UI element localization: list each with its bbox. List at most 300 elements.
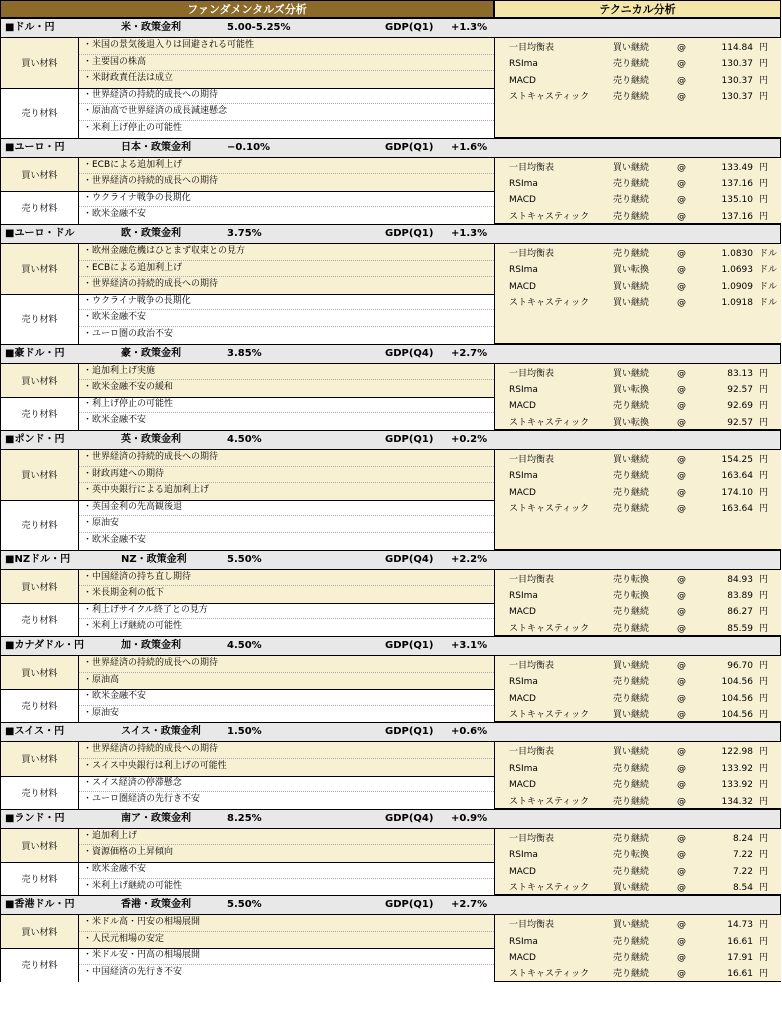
buy-factors-list	[79, 742, 495, 775]
indicator-value: 114.84	[721, 43, 753, 53]
technical-row	[495, 658, 781, 674]
technical-panel	[495, 570, 781, 635]
value-unit: 円	[759, 623, 769, 634]
value-unit: 円	[759, 780, 769, 791]
at-symbol: @	[677, 920, 686, 931]
at-symbol: @	[677, 265, 686, 276]
buy-factor-item: ・欧米金融不安の緩和	[79, 380, 494, 397]
indicator-value: 1.0693	[721, 265, 753, 276]
indicator-name: 一目均衡表	[509, 920, 555, 931]
sell-factors-list	[79, 500, 495, 550]
pair-title-row	[0, 430, 781, 450]
sell-factors-label: 売り材料	[1, 603, 79, 636]
sell-factor-item: ・原油安	[79, 706, 494, 723]
indicator-value: 85.59	[727, 623, 753, 634]
pair-body	[0, 742, 781, 808]
signal-status: 売り継続	[613, 504, 650, 515]
value-unit: 円	[759, 833, 769, 844]
signal-status: 買い継続	[613, 710, 650, 721]
at-symbol: @	[677, 574, 686, 585]
gdp-value: +1.3%	[451, 22, 488, 33]
pair-title-row	[0, 138, 781, 158]
value-unit: 円	[759, 487, 769, 498]
fundamentals-header: ファンダメンタルズ分析	[0, 0, 494, 18]
gdp-label: GDP(Q1)	[385, 899, 434, 911]
pair-name: ■NZドル・円	[5, 553, 71, 565]
value-unit: 円	[759, 661, 769, 671]
signal-status: 売り継続	[613, 952, 650, 963]
value-unit: 円	[759, 43, 769, 53]
sell-factor-item: ・ウクライナ戦争の長期化	[79, 294, 494, 311]
signal-status: 売り転換	[613, 574, 650, 585]
technical-panel	[495, 450, 781, 549]
technical-row	[495, 89, 781, 105]
pair-name: ■ユーロ・円	[5, 141, 65, 153]
buy-factors-list	[79, 915, 495, 948]
signal-status: 売り継続	[613, 763, 650, 774]
indicator-value: 104.56	[721, 677, 753, 688]
policy-rate-value: 4.50%	[227, 640, 262, 651]
signal-status: 売り継続	[613, 623, 650, 634]
policy-rate-label: 香港・政策金利	[121, 899, 191, 911]
value-unit: 円	[759, 677, 769, 688]
pair-body	[0, 656, 781, 722]
pair-name: ■豪ドル・円	[5, 347, 65, 359]
sell-factor-item: ・利上げサイクル終了との見方	[79, 603, 494, 620]
sell-factors-label: 売り材料	[1, 500, 79, 550]
value-unit: 円	[759, 401, 769, 412]
indicator-name: 一目均衡表	[509, 368, 555, 379]
technical-row	[495, 674, 781, 690]
technical-row	[495, 485, 781, 501]
indicator-name: MACD	[509, 401, 536, 412]
indicator-value: 84.93	[727, 574, 753, 585]
technical-row	[495, 366, 781, 382]
sell-factor-item: ・中国経済の先行き不安	[79, 965, 494, 982]
indicator-value: 83.89	[727, 590, 753, 601]
technical-row	[495, 572, 781, 588]
sell-factor-item: ・ユーロ圏の政治不安	[79, 327, 494, 344]
indicator-value: 174.10	[721, 487, 753, 498]
at-symbol: @	[677, 693, 686, 704]
indicator-name: MACD	[509, 487, 536, 498]
gdp-label: GDP(Q1)	[385, 434, 434, 445]
buy-factor-item: ・世界経済の持続的成長への期待	[79, 742, 494, 759]
technical-row	[495, 744, 781, 760]
buy-factors-label: 買い材料	[1, 915, 79, 948]
sell-factors-list	[79, 191, 495, 224]
value-unit: ドル	[759, 281, 778, 292]
sell-factors-list	[79, 862, 495, 895]
policy-rate-label: 加・政策金利	[121, 640, 181, 651]
technical-row	[495, 864, 781, 880]
at-symbol: @	[677, 882, 686, 893]
technical-row	[495, 452, 781, 468]
pair-title-row	[0, 224, 781, 244]
sell-factors-list	[79, 603, 495, 636]
policy-rate-value: 5.50%	[227, 553, 262, 565]
at-symbol: @	[677, 710, 686, 721]
at-symbol: @	[677, 162, 686, 173]
indicator-name: ストキャスティック	[509, 298, 590, 309]
indicator-name: ストキャスティック	[509, 969, 590, 980]
at-symbol: @	[677, 504, 686, 515]
buy-sell-divider	[1, 294, 495, 295]
technical-row	[495, 176, 781, 192]
buy-factor-item: ・世界経済の持続的成長への期待	[79, 656, 494, 673]
indicator-value: 1.0830	[721, 249, 753, 259]
indicator-value: 83.13	[727, 368, 753, 379]
gdp-value: +2.7%	[451, 899, 488, 911]
buy-sell-divider	[1, 948, 495, 949]
buy-factor-item: ・米ドル高・円安の相場展開	[79, 915, 494, 932]
technical-row	[495, 880, 781, 896]
at-symbol: @	[677, 92, 686, 103]
technical-row	[495, 966, 781, 982]
at-symbol: @	[677, 417, 686, 428]
value-unit: 円	[759, 455, 769, 465]
buy-factors-list	[79, 450, 495, 500]
indicator-value: 1.0909	[721, 281, 753, 292]
value-unit: 円	[759, 952, 769, 963]
at-symbol: @	[677, 211, 686, 222]
sell-factors-label: 売り材料	[1, 776, 79, 809]
at-symbol: @	[677, 623, 686, 634]
policy-rate-value: 3.75%	[227, 228, 262, 239]
indicator-value: 92.57	[727, 417, 753, 428]
technical-panel	[495, 244, 781, 343]
pair-body	[0, 829, 781, 895]
signal-status: 売り継続	[613, 796, 650, 807]
indicator-value: 134.32	[721, 796, 753, 807]
indicator-name: ストキャスティック	[509, 417, 590, 428]
sell-factors-label: 売り材料	[1, 88, 79, 138]
indicator-name: 一目均衡表	[509, 43, 555, 53]
signal-status: 売り転換	[613, 590, 650, 601]
technical-row	[495, 192, 781, 208]
indicator-value: 8.54	[732, 882, 753, 893]
indicator-value: 96.70	[727, 661, 753, 671]
sell-factors-list	[79, 776, 495, 809]
sell-factors-list	[79, 397, 495, 430]
technical-row	[495, 934, 781, 950]
pair-body	[0, 244, 781, 344]
sell-factor-item: ・スイス経済の停滞懸念	[79, 776, 494, 793]
gdp-value: +0.9%	[451, 812, 488, 824]
value-unit: 円	[759, 162, 769, 173]
value-unit: 円	[759, 920, 769, 931]
buy-factors-list	[79, 158, 495, 191]
buy-factor-item: ・世界経済の持続的成長への期待	[79, 450, 494, 467]
indicator-value: 163.64	[721, 504, 753, 515]
indicator-name: 一目均衡表	[509, 162, 555, 173]
technical-row	[495, 246, 781, 262]
value-unit: 円	[759, 211, 769, 222]
technical-row	[495, 295, 781, 311]
technical-panel	[495, 38, 781, 137]
buy-factor-item: ・主要国の株高	[79, 55, 494, 72]
gdp-value: +2.7%	[451, 347, 488, 359]
indicator-name: ストキャスティック	[509, 710, 590, 721]
technical-panel	[495, 656, 781, 721]
indicator-name: 一目均衡表	[509, 661, 555, 671]
buy-factor-item: ・世界経済の持続的成長への期待	[79, 174, 494, 191]
indicator-value: 8.24	[732, 833, 753, 844]
pair-title-row	[0, 636, 781, 656]
buy-factors-label: 買い材料	[1, 38, 79, 88]
policy-rate-label: 米・政策金利	[121, 22, 181, 33]
buy-factor-item: ・米財政責任法は成立	[79, 71, 494, 88]
indicator-value: 92.69	[727, 401, 753, 412]
gdp-value: +0.2%	[451, 434, 488, 445]
value-unit: ドル	[759, 265, 778, 276]
buy-factors-label: 買い材料	[1, 364, 79, 397]
value-unit: 円	[759, 607, 769, 618]
gdp-label: GDP(Q4)	[385, 812, 434, 824]
buy-factors-list	[79, 829, 495, 862]
gdp-value: +1.6%	[451, 141, 488, 153]
policy-rate-label: 日本・政策金利	[121, 141, 191, 153]
pair-body	[0, 364, 781, 430]
indicator-name: RSIma	[509, 178, 538, 189]
indicator-name: ストキャスティック	[509, 504, 590, 515]
signal-status: 買い継続	[613, 162, 650, 173]
buy-factors-list	[79, 364, 495, 397]
signal-status: 買い継続	[613, 43, 650, 53]
indicator-name: MACD	[509, 195, 536, 206]
technical-row	[495, 761, 781, 777]
at-symbol: @	[677, 780, 686, 791]
value-unit: 円	[759, 504, 769, 515]
indicator-name: MACD	[509, 75, 536, 86]
at-symbol: @	[677, 677, 686, 688]
pair-title-row	[0, 895, 781, 915]
value-unit: 円	[759, 178, 769, 189]
technical-panel	[495, 829, 781, 894]
indicator-value: 14.73	[727, 920, 753, 931]
signal-status: 買い継続	[613, 455, 650, 465]
technical-header: テクニカル分析	[494, 0, 781, 18]
buy-factors-label: 買い材料	[1, 742, 79, 775]
indicator-name: RSIma	[509, 763, 538, 774]
buy-factor-item: ・世界経済の持続的成長への期待	[79, 277, 494, 294]
buy-factor-item: ・中国経済の持ち直し期待	[79, 570, 494, 587]
at-symbol: @	[677, 936, 686, 947]
technical-row	[495, 604, 781, 620]
signal-status: 買い継続	[613, 920, 650, 931]
pair-body	[0, 450, 781, 550]
signal-status: 売り継続	[613, 178, 650, 189]
signal-status: 売り継続	[613, 195, 650, 206]
buy-factor-item: ・原油高	[79, 673, 494, 690]
buy-factor-item: ・追加利上げ	[79, 829, 494, 846]
indicator-name: RSIma	[509, 850, 538, 861]
technical-row	[495, 262, 781, 278]
policy-rate-value: 1.50%	[227, 726, 262, 738]
indicator-name: ストキャスティック	[509, 92, 590, 103]
gdp-value: +0.6%	[451, 726, 488, 738]
technical-row	[495, 279, 781, 295]
indicator-name: RSIma	[509, 936, 538, 947]
at-symbol: @	[677, 43, 686, 53]
sell-factor-item: ・米ドル安・円高の相場展開	[79, 948, 494, 965]
policy-rate-label: NZ・政策金利	[121, 553, 187, 565]
sell-factors-label: 売り材料	[1, 397, 79, 430]
indicator-name: 一目均衡表	[509, 833, 555, 844]
signal-status: 売り継続	[613, 969, 650, 980]
technical-row	[495, 398, 781, 414]
buy-sell-divider	[1, 397, 495, 398]
indicator-value: 17.91	[727, 952, 753, 963]
buy-sell-divider	[1, 88, 495, 89]
pair-name: ■ユーロ・ドル	[5, 228, 75, 239]
sell-factor-item: ・欧米金融不安	[79, 413, 494, 430]
sell-factors-list	[79, 689, 495, 722]
buy-factors-label: 買い材料	[1, 158, 79, 191]
buy-factor-item: ・米国の景気後退入りは回避される可能性	[79, 38, 494, 55]
indicator-value: 104.56	[721, 693, 753, 704]
indicator-value: 135.10	[721, 195, 753, 206]
value-unit: 円	[759, 693, 769, 704]
indicator-name: ストキャスティック	[509, 882, 590, 893]
at-symbol: @	[677, 401, 686, 412]
buy-factor-item: ・ECBによる追加利上げ	[79, 158, 494, 175]
pair-name: ■ポンド・円	[5, 434, 65, 445]
pair-title-row	[0, 344, 781, 364]
at-symbol: @	[677, 455, 686, 465]
technical-row	[495, 588, 781, 604]
indicator-value: 130.37	[721, 75, 753, 86]
technical-row	[495, 831, 781, 847]
signal-status: 売り継続	[613, 936, 650, 947]
pair-name: ■香港ドル・円	[5, 899, 75, 911]
sell-factors-label: 売り材料	[1, 191, 79, 224]
signal-status: 売り継続	[613, 471, 650, 482]
technical-row	[495, 707, 781, 723]
sell-factor-item: ・ユーロ圏経済の先行き不安	[79, 792, 494, 809]
technical-panel	[495, 915, 781, 980]
indicator-value: 130.37	[721, 59, 753, 70]
indicator-value: 154.25	[721, 455, 753, 465]
sell-factor-item: ・原油高で世界経済の成長減速懸念	[79, 104, 494, 121]
indicator-value: 86.27	[727, 607, 753, 618]
indicator-name: RSIma	[509, 471, 538, 482]
policy-rate-label: 英・政策金利	[121, 434, 181, 445]
value-unit: 円	[759, 866, 769, 877]
value-unit: 円	[759, 384, 769, 395]
pair-name: ■スイス・円	[5, 726, 65, 738]
gdp-label: GDP(Q1)	[385, 141, 434, 153]
indicator-name: RSIma	[509, 59, 538, 70]
indicator-name: 一目均衡表	[509, 574, 555, 585]
sell-factors-label: 売り材料	[1, 862, 79, 895]
policy-rate-value: 5.00-5.25%	[227, 22, 291, 33]
sell-factor-item: ・英国金利の先高観後退	[79, 500, 494, 517]
indicator-value: 137.16	[721, 211, 753, 222]
technical-row	[495, 382, 781, 398]
indicator-name: MACD	[509, 693, 536, 704]
policy-rate-label: 豪・政策金利	[121, 347, 181, 359]
value-unit: 円	[759, 710, 769, 721]
signal-status: 売り継続	[613, 833, 650, 844]
indicator-value: 1.0918	[721, 298, 753, 309]
technical-row	[495, 950, 781, 966]
value-unit: 円	[759, 368, 769, 379]
signal-status: 売り継続	[613, 866, 650, 877]
indicator-value: 133.92	[721, 763, 753, 774]
value-unit: 円	[759, 471, 769, 482]
gdp-value: +1.3%	[451, 228, 488, 239]
at-symbol: @	[677, 850, 686, 861]
signal-status: 売り継続	[613, 211, 650, 222]
signal-status: 買い継続	[613, 298, 650, 309]
at-symbol: @	[677, 590, 686, 601]
buy-factor-item: ・資源価格の上昇傾向	[79, 845, 494, 862]
indicator-name: ストキャスティック	[509, 211, 590, 222]
sell-factors-list	[79, 88, 495, 138]
pair-name: ■ランド・円	[5, 812, 65, 824]
at-symbol: @	[677, 195, 686, 206]
indicator-value: 92.57	[727, 384, 753, 395]
sell-factor-item: ・欧米金融不安	[79, 207, 494, 224]
pair-name: ■ドル・円	[5, 22, 55, 33]
buy-sell-divider	[1, 689, 495, 690]
pair-title-row	[0, 18, 781, 38]
buy-sell-divider	[1, 500, 495, 501]
gdp-value: +3.1%	[451, 640, 488, 651]
buy-factors-list	[79, 656, 495, 689]
gdp-label: GDP(Q1)	[385, 726, 434, 738]
indicator-name: MACD	[509, 607, 536, 618]
indicator-value: 7.22	[732, 850, 753, 861]
technical-row	[495, 468, 781, 484]
technical-row	[495, 621, 781, 637]
signal-status: 買い継続	[613, 747, 650, 758]
at-symbol: @	[677, 471, 686, 482]
buy-factor-item: ・ECBによる追加利上げ	[79, 261, 494, 278]
indicator-value: 122.98	[721, 747, 753, 758]
indicator-name: RSIma	[509, 677, 538, 688]
sell-factor-item: ・世界経済の持続的成長への期待	[79, 88, 494, 105]
technical-row	[495, 691, 781, 707]
value-unit: ドル	[759, 298, 778, 309]
sell-factor-item: ・米利上げ継続の可能性	[79, 619, 494, 636]
technical-row	[495, 847, 781, 863]
buy-factor-item: ・人民元相場の安定	[79, 932, 494, 949]
buy-factors-list	[79, 570, 495, 603]
policy-rate-value: 4.50%	[227, 434, 262, 445]
value-unit: 円	[759, 75, 769, 86]
buy-factors-label: 買い材料	[1, 656, 79, 689]
buy-factors-label: 買い材料	[1, 450, 79, 500]
signal-status: 売り継続	[613, 607, 650, 618]
sell-factor-item: ・原油安	[79, 516, 494, 533]
indicator-value: 163.64	[721, 471, 753, 482]
indicator-value: 130.37	[721, 92, 753, 103]
at-symbol: @	[677, 75, 686, 86]
signal-status: 買い継続	[613, 281, 650, 292]
value-unit: 円	[759, 417, 769, 428]
sell-factors-label: 売り材料	[1, 948, 79, 981]
indicator-name: RSIma	[509, 384, 538, 395]
policy-rate-label: スイス・政策金利	[121, 726, 201, 738]
value-unit: ドル	[759, 249, 778, 259]
sell-factors-list	[79, 948, 495, 981]
at-symbol: @	[677, 763, 686, 774]
sell-factor-item: ・欧米金融不安	[79, 689, 494, 706]
signal-status: 買い転換	[613, 417, 650, 428]
signal-status: 売り継続	[613, 677, 650, 688]
